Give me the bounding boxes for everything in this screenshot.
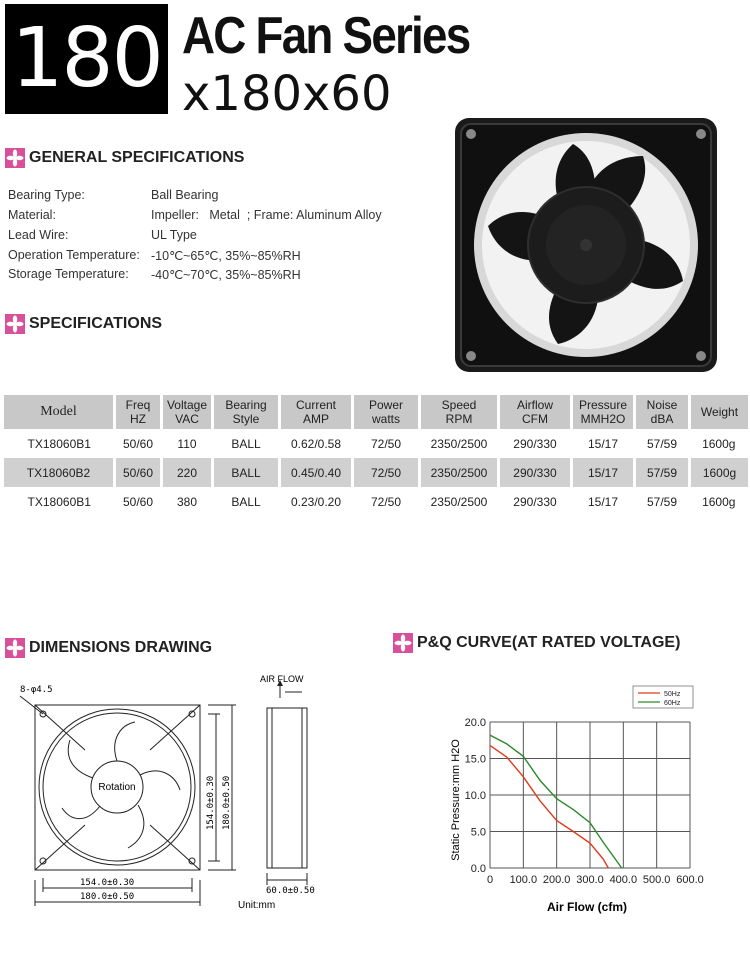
table-header-label: Noise (646, 398, 678, 412)
dim-180-vertical: 180.0±0.50 (222, 775, 232, 830)
series-line-50hz (490, 745, 608, 868)
table-cell: 1600g (702, 436, 736, 451)
table-header-label: Current (295, 398, 336, 412)
header-freq (115, 395, 162, 429)
dimensions-drawing (10, 670, 340, 920)
header-weight (690, 395, 749, 429)
x-tick-label: 400.0 (609, 874, 638, 886)
table-cell: TX18060B1 (27, 494, 91, 509)
table-header-label: Model (40, 404, 77, 419)
table-cell: 380 (176, 494, 198, 509)
dimensions-heading (5, 638, 212, 658)
legend-label: 60Hz (664, 700, 681, 707)
table-cell: 50/60 (115, 458, 162, 487)
table-cell: 57/59 (646, 436, 678, 451)
table-cell: 220 (162, 458, 213, 487)
table-header-label: Power (368, 398, 403, 412)
table-cell: 2350/2500 (420, 458, 499, 487)
header-noise (635, 395, 690, 429)
table-header-label: Speed (441, 398, 477, 412)
table-header-label: MMH2O (580, 412, 626, 426)
header-pressure (572, 395, 635, 429)
table-header-label: Freq (125, 398, 151, 412)
table-row (4, 487, 748, 516)
table-header-label: watts (371, 412, 400, 426)
table-cell: 15/17 (572, 458, 635, 487)
x-tick-label: 500.0 (642, 874, 671, 886)
bearing-type-label: Bearing Type: (8, 188, 85, 202)
y-tick-label: 5.0 (470, 826, 486, 839)
table-cell: 1600g (690, 458, 749, 487)
table-header-label: VAC (175, 412, 199, 426)
lead-wire-value: UL Type (151, 228, 197, 242)
table-cell: 1600g (702, 494, 736, 509)
table-cell: 290/330 (513, 494, 557, 509)
table-cell: 50/60 (122, 494, 154, 509)
operation-temp-label: Operation Temperature: (8, 248, 140, 262)
airflow-label: AIR FLOW (260, 674, 304, 684)
table-header-label: Bearing (225, 398, 267, 412)
specs-heading (5, 314, 162, 334)
fan-product-image (453, 116, 719, 374)
header-bearing (213, 395, 280, 429)
dim-60: 60.0±0.50 (266, 886, 315, 896)
table-header-label: Pressure (578, 398, 628, 412)
table-cell: BALL (231, 494, 261, 509)
dim-154-horizontal: 154.0±0.30 (80, 878, 135, 888)
rotation-label: Rotation (98, 782, 136, 793)
y-tick-label: 20.0 (464, 717, 486, 729)
series-title: AC Fan Series (182, 7, 470, 65)
table-cell: 72/50 (370, 494, 402, 509)
table-header-label: Airflow (516, 398, 553, 412)
table-cell: BALL (213, 458, 280, 487)
y-tick-label: 15.0 (464, 753, 486, 766)
table-cell: 72/50 (353, 458, 420, 487)
table-cell: 290/330 (513, 436, 557, 451)
x-tick-label: 600.0 (676, 874, 704, 886)
table-row (4, 458, 748, 487)
specifications-table (4, 395, 748, 516)
storage-temp-label: Storage Temperature: (8, 267, 129, 281)
table-header-row (4, 395, 748, 429)
fan-bullet-icon (5, 148, 25, 168)
header-airflow (499, 395, 572, 429)
table-cell: 15/17 (587, 436, 619, 451)
table-cell: 57/59 (646, 494, 678, 509)
unit-label: Unit:mm (238, 900, 276, 911)
operation-temp-value: -10℃~65℃, 35%~85%RH (151, 249, 301, 263)
table-cell: 2350/2500 (430, 436, 488, 451)
header-current (280, 395, 353, 429)
table-cell: 72/50 (370, 436, 402, 451)
table-cell: TX18060B1 (27, 436, 91, 451)
bearing-type-value: Ball Bearing (151, 188, 219, 202)
table-header-label: Voltage (166, 398, 208, 412)
material-label: Material: (8, 208, 56, 222)
lead-wire-label: Lead Wire: (8, 228, 69, 242)
header-model (4, 395, 115, 429)
table-cell: 110 (177, 436, 197, 451)
series-number: 180 (5, 4, 168, 114)
table-cell: 290/330 (499, 458, 572, 487)
table-cell: 15/17 (587, 494, 619, 509)
dim-154-vertical: 154.0±0.30 (206, 775, 216, 830)
table-cell: 0.45/0.40 (280, 458, 353, 487)
dim-180-horizontal: 180.0±0.50 (80, 892, 135, 902)
header-voltage (162, 395, 213, 429)
y-tick-label: 10.0 (464, 790, 486, 802)
legend-box (633, 686, 693, 708)
general-specs-heading (5, 148, 244, 168)
table-cell: BALL (231, 436, 261, 451)
table-header-label: Style (232, 412, 260, 426)
x-tick-label: 300.0 (576, 874, 604, 886)
table-cell: 2350/2500 (430, 494, 488, 509)
table-cell: 0.62/0.58 (290, 436, 342, 451)
series-size: x180x60 (182, 66, 392, 122)
pq-curve-chart (435, 680, 735, 920)
material-value: Impeller: Metal ; Frame: Aluminum Alloy (151, 208, 382, 222)
fan-bullet-icon (393, 633, 413, 653)
table-header-label: HZ (130, 412, 146, 426)
table-row (4, 429, 748, 458)
table-cell: 0.23/0.20 (290, 494, 342, 509)
fan-bullet-icon (5, 638, 25, 658)
legend-label: 50Hz (664, 691, 681, 698)
series-line-60hz (490, 735, 622, 868)
table-header-label: AMP (302, 412, 329, 426)
table-header-label: CFM (522, 412, 548, 426)
x-axis-label: Air Flow (cfm) (547, 900, 627, 914)
header-speed (420, 395, 499, 429)
y-axis-label: Static Pressure:mm H2O (450, 739, 462, 861)
fan-bullet-icon (5, 314, 25, 334)
x-tick-label: 100.0 (509, 874, 538, 886)
table-cell: 50/60 (122, 436, 154, 451)
x-tick-label: 0 (486, 874, 494, 886)
holes-label: 8-φ4.5 (20, 685, 53, 695)
general-specs-title: GENERAL SPECIFICATIONS (29, 149, 245, 166)
pq-heading (393, 633, 680, 653)
table-header-label: dBA (650, 412, 674, 426)
storage-temp-value: -40℃~70℃, 35%~85%RH (151, 268, 301, 282)
dimensions-title: DIMENSIONS DRAWING (29, 639, 213, 656)
table-header-label: Weight (700, 405, 739, 419)
table-header-label: RPM (445, 412, 473, 426)
x-tick-label: 200.0 (542, 874, 571, 886)
header-power (353, 395, 420, 429)
specs-title: SPECIFICATIONS (29, 315, 163, 332)
table-cell: TX18060B2 (4, 458, 115, 487)
y-tick-label: 0.0 (470, 863, 486, 875)
table-cell: 57/59 (635, 458, 690, 487)
pq-title: P&Q CURVE(AT RATED VOLTAGE) (417, 634, 681, 651)
